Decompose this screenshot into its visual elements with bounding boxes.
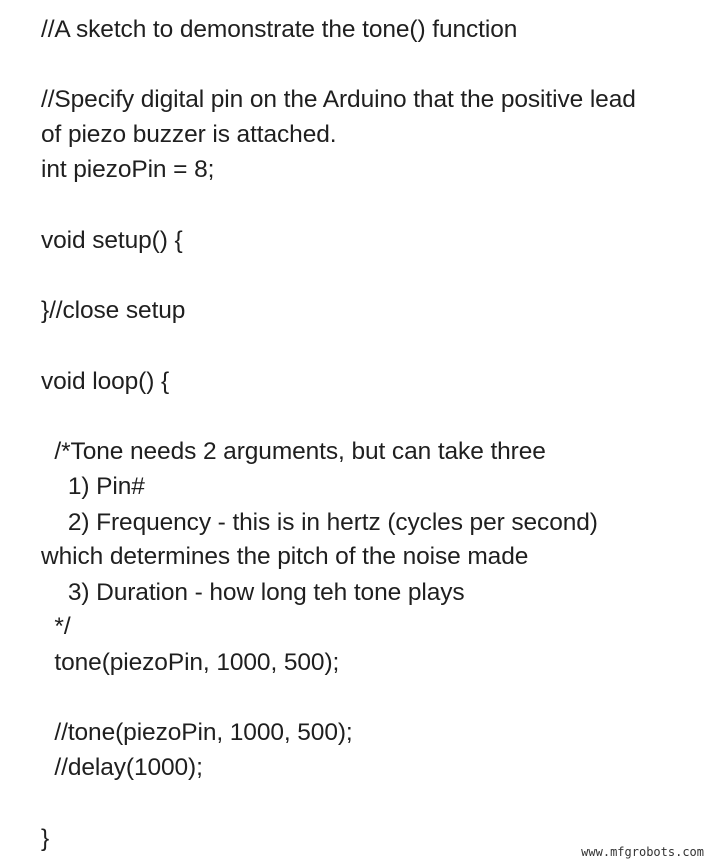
code-line-comment-title: //A sketch to demonstrate the tone() function [41,16,518,43]
code-line-loop-close: } [41,825,50,852]
code-line-comment-args: /*Tone needs 2 arguments, but can take three [41,438,546,465]
code-line-tone-commented: //tone(piezoPin, 1000, 500); [41,719,353,746]
code-line-piezo-declaration: int piezoPin = 8; [41,156,215,183]
code-line-tone-call: tone(piezoPin, 1000, 500); [41,649,340,676]
code-line-comment-pin-cont: of piezo buzzer is attached. [41,121,337,148]
site-watermark: www.mfgrobots.com [578,844,707,860]
code-line-comment-arg3: 3) Duration - how long teh tone plays [41,579,465,606]
code-line-comment-arg2-cont: which determines the pitch of the noise made [41,543,529,570]
code-line-comment-arg2: 2) Frequency - this is in hertz (cycles per second) [41,509,598,536]
code-line-setup-open: void setup() { [41,227,183,254]
code-line-delay-commented: //delay(1000); [41,754,203,781]
code-line-comment-pin: //Specify digital pin on the Arduino that the positive lead [41,86,636,113]
code-line-comment-arg1: 1) Pin# [41,473,145,500]
code-line-loop-open: void loop() { [41,368,170,395]
code-line-setup-close: }//close setup [41,297,186,324]
code-line-comment-close: */ [41,613,71,640]
